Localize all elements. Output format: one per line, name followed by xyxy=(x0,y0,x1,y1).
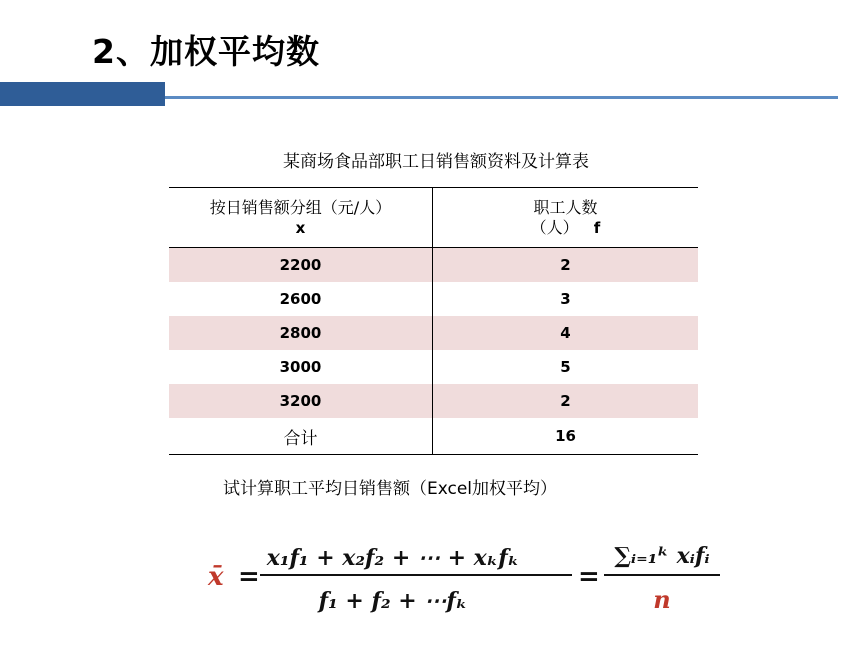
data-table xyxy=(169,187,698,455)
header-sales-group-label: 按日销售额分组（元/人） xyxy=(209,197,392,217)
row-f: 3 xyxy=(560,290,571,308)
formula-lhs: x̄ xyxy=(208,562,224,592)
row-x: 2200 xyxy=(169,248,433,283)
table-row xyxy=(169,248,698,283)
question-text: 试计算职工平均日销售额（Excel加权平均） xyxy=(223,479,558,499)
table-row xyxy=(169,384,698,418)
header-sales-group-symbol: x xyxy=(295,218,306,237)
total-label: 合计 xyxy=(169,418,433,455)
formula-svg xyxy=(200,530,740,620)
title-bar-block xyxy=(0,82,165,106)
header-employee-count-symbol: f xyxy=(593,218,601,237)
row-x: 2800 xyxy=(169,316,433,350)
row-f: 4 xyxy=(433,316,699,350)
weighted-mean-formula xyxy=(200,530,740,620)
table-total-row xyxy=(169,418,698,455)
row-x: 3200 xyxy=(169,384,433,418)
formula-equals-2: = xyxy=(578,562,600,592)
table-caption: 某商场食品部职工日销售额资料及计算表 xyxy=(283,152,589,172)
header-sales-group xyxy=(169,188,433,248)
row-x: 3000 xyxy=(169,350,433,384)
title-bar-line xyxy=(165,96,838,99)
formula-sum-denominator: n xyxy=(653,585,671,614)
row-f: 2 xyxy=(433,384,699,418)
formula-numerator: x₁f₁ + x₂f₂ + ⋯ + xₖfₖ xyxy=(266,545,520,571)
formula-denominator: f₁ + f₂ + ⋯fₖ xyxy=(318,588,468,614)
table-row xyxy=(169,316,698,350)
header-employee-count xyxy=(433,188,699,248)
table-row xyxy=(169,350,698,384)
table-header-row xyxy=(169,188,698,248)
formula-equals-1: = xyxy=(238,562,260,592)
slide-title: 2、加权平均数 xyxy=(92,32,320,71)
header-employee-count-unit: （人） xyxy=(530,217,579,237)
row-f: 2 xyxy=(433,248,699,283)
row-x: 2600 xyxy=(169,282,433,316)
formula-sum-numerator: ∑ᵢ₌₁ᵏ xᵢfᵢ xyxy=(614,543,710,569)
table-row xyxy=(169,282,698,316)
total-value: 16 xyxy=(433,418,699,455)
header-employee-count-label: 职工人数 xyxy=(533,197,598,217)
row-f: 5 xyxy=(560,358,571,376)
